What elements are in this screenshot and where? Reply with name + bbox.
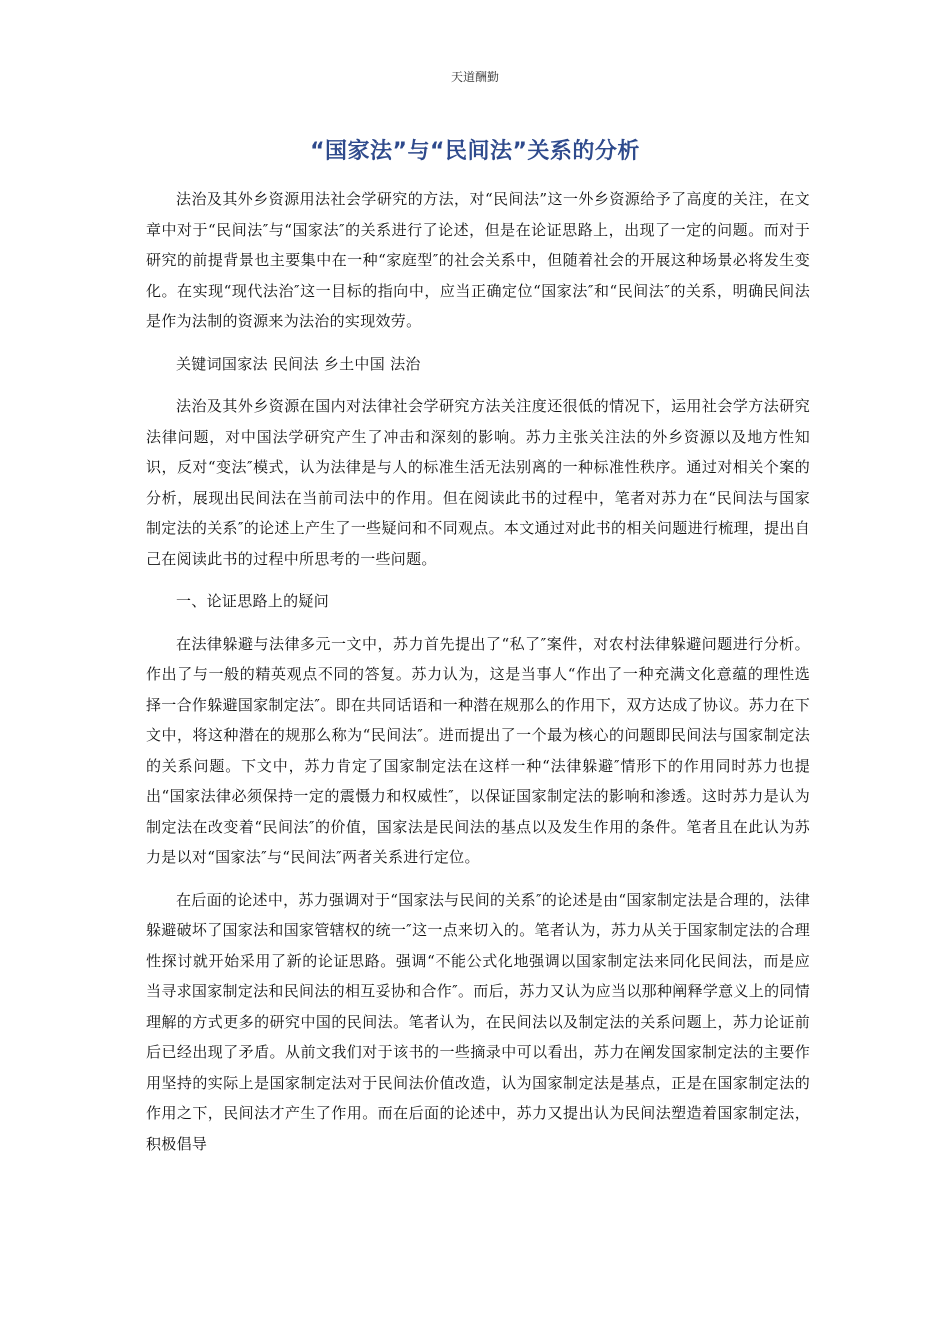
document-title: “国家法”与“民间法”关系的分析 — [310, 139, 640, 164]
intro-paragraph: 法治及其外乡资源在国内对法律社会学研究方法关注度还很低的情况下，运用社会学方法研究法律问题，对中国法学研究产生了冲击和深刻的影响。苏力主张关注法的外乡资源以及地方性知识，反对“变法″模式，认为法律是与人的标准生活无法别离的一种标准性秩序。通过对相关个案的分析，展现出民间法在当前司法中的作用。但在阅读此书的过程中，笔者对苏力在“民间法与国家制定法的关系″的论述上产生了一些疑问和不同观点。本文通过对此书的相关问题进行梳理，提出自己在阅读此书的过程中所思考的一些问题。 — [146, 397, 810, 568]
abstract-paragraph: 法治及其外乡资源用法社会学研究的方法，对“民间法”这一外乡资源给予了高度的关注，在文章中对于“民间法″与“国家法″的关系进行了论述，但是在论证思路上，出现了一定的问题。而对于研究的前提背景也主要集中在一种“家庭型″的社会关系中，但随着社会的开展这种场景必将发生变化。在实现“现代法治″这一目标的指向中，应当正确定位“国家法″和“民间法″的关系，明确民间法是作为法制的资源来为法治的实现效劳。 — [146, 190, 810, 330]
keywords-paragraph: 关键词国家法 民间法 乡土中国 法治 — [176, 354, 421, 373]
page-header: 天道酬勤 — [450, 70, 499, 84]
body-paragraph-2: 在后面的论述中，苏力强调对于“国家法与民间的关系″的论述是由“国家制定法是合理的，法律躲避破坏了国家法和国家管辖权的统一″这一点来切入的。笔者认为，苏力从关于国家制定法的合理性探讨就开始采用了新的论证思路。强调“不能公式化地强调以国家制定法来同化民间法，而是应当寻求国家制定法和民间法的相互妥协和合作″。而后，苏力又认为应当以那种阐释学意义上的同情理解的方式更多的研究中国的民间法。笔者认为，在民间法以及制定法的关系问题上，苏力论证前后已经出现了矛盾。从前文我们对于该书的一些摘录中可以看出，苏力在阐发国家制定法的主要作用坚持的实际上是国家制定法对于民间法价值改造，认为国家制定法是基点，正是在国家制定法的作用之下，民间法才产生了作用。而在后面的论述中，苏力又提出认为民间法塑造着国家制定法，积极倡导 — [146, 890, 810, 1153]
section-heading: 一、论证思路上的疑问 — [176, 592, 330, 610]
document-body — [146, 184, 810, 1171]
body-paragraph-1: 在法律躲避与法律多元一文中，苏力首先提出了“私了″案件，对农村法律躲避问题进行分析。作出了与一般的精英观点不同的答复。苏力认为，这是当事人“作出了一种充满文化意蕴的理性选择一合作躲避国家制定法″。即在共同话语和一种潜在规那么的作用下，双方达成了协议。苏力在下文中，将这种潜在的规那么称为“民间法″。进而提出了一个最为核心的问题即民间法与国家制定法的关系问题。下文中，苏力肯定了国家制定法在这样一种“法律躲避″情形下的作用同时苏力也提出“国家法律必须保持一定的震慑力和权威性″，以保证国家制定法的影响和渗透。这时苏力是认为制定法在改变着“民间法″的价值，国家法是民间法的基点以及发生作用的条件。笔者且在此认为苏力是以对“国家法″与“民间法″两者关系进行定位。 — [146, 634, 810, 866]
